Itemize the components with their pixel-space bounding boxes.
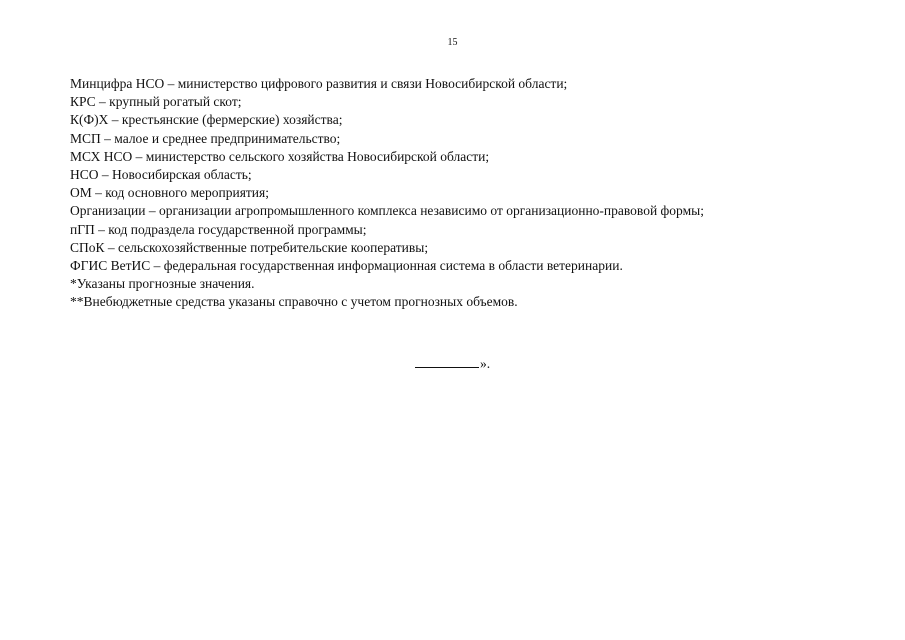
abbreviation-item: пГП – код подраздела государственной программы; [70,221,367,237]
abbreviation-item: МСХ НСО – министерство сельского хозяйства Новосибирской области; [70,148,490,164]
abbreviation-list [70,75,870,312]
abbreviation-item: К(Ф)Х – крестьянские (фермерские) хозяйства; [70,112,343,128]
abbreviation-item: СПоК – сельскохозяйственные потребительские кооперативы; [70,239,429,255]
page-number: 15 [447,37,458,48]
abbreviation-item: НСО – Новосибирская область; [70,167,252,183]
closing-quote: ». [480,356,491,371]
abbreviation-item: МСП – малое и среднее предпринимательство; [70,130,341,146]
abbreviation-item: Организации – организации агропромышленного комплекса независимо от организационно-правовой формы; [70,203,704,219]
footnote-extrabudgetary: **Внебюджетные средства указаны справочно с учетом прогнозных объемов. [70,294,518,310]
abbreviation-item: Минцифра НСО – министерство цифрового развития и связи Новосибирской области; [70,76,568,91]
footnote-forecast: *Указаны прогнозные значения. [70,276,255,292]
abbreviation-item: ФГИС ВетИС – федеральная государственная информационная система в области ветеринарии. [70,258,623,274]
abbreviation-item: ОМ – код основного мероприятия; [70,185,269,201]
closing-mark [415,353,490,373]
abbreviation-item: КРС – крупный рогатый скот; [70,94,242,110]
signature-line [415,353,479,368]
